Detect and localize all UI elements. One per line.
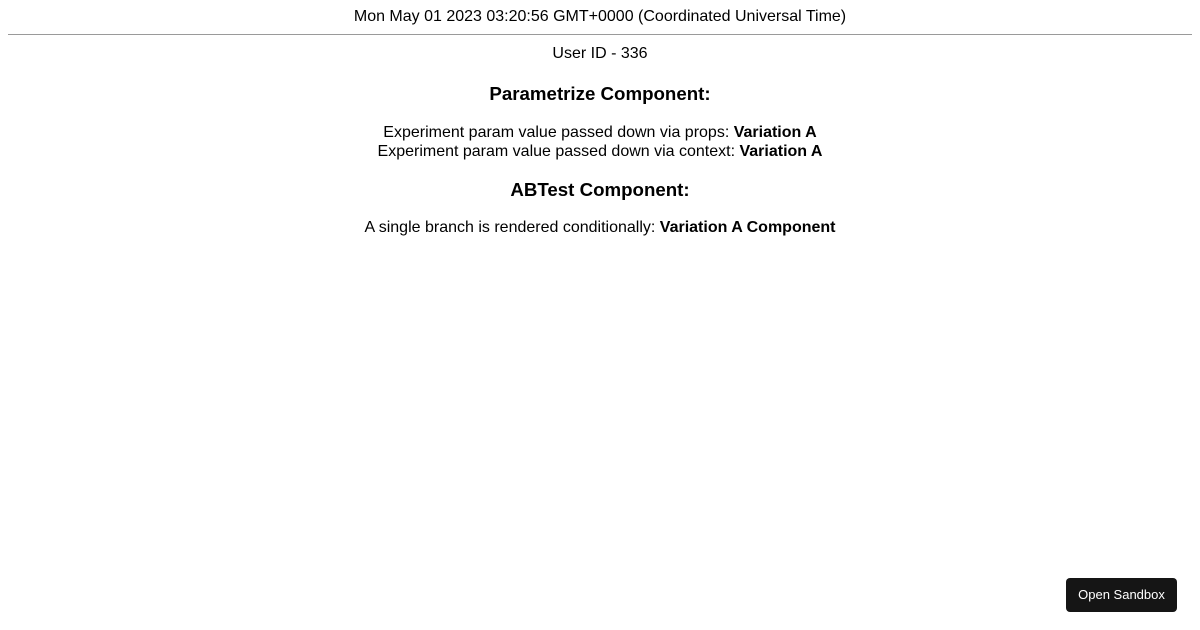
branch-value: Variation A Component [659,219,836,236]
abtest-title: ABTest Component: [510,179,690,200]
open-sandbox-button[interactable]: Open Sandbox [1066,578,1177,612]
props-line [0,123,1200,142]
timestamp: Mon May 01 2023 03:20:56 GMT+0000 (Coordinated Universal Time) [353,8,847,25]
context-line [0,142,1200,161]
abtest-values [0,218,1200,237]
context-value: Variation A [739,143,823,160]
props-value: Variation A [733,124,817,141]
parametrize-title: Parametrize Component: [489,83,711,104]
context-label: Experiment param value passed down via context: [377,143,740,160]
parametrize-values [0,123,1200,161]
branch-label: A single branch is rendered conditionally: [364,219,660,236]
props-label: Experiment param value passed down via props: [383,124,734,141]
divider [8,34,1192,35]
user-id: User ID - 336 [552,45,648,62]
branch-line [0,218,1200,237]
